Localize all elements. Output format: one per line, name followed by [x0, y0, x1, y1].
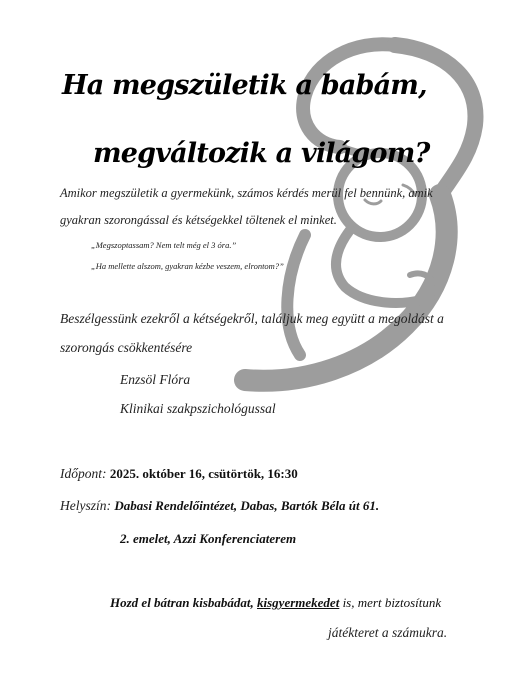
- event-place-line-1: Dabasi Rendelőintézet, Dabas, Bartók Béla út 61.: [114, 498, 380, 513]
- invite-line-2: szorongás csökkentésére: [60, 340, 193, 355]
- footer-line-1: [110, 595, 441, 611]
- footer-part-3: is, mert biztosítunk: [342, 595, 442, 610]
- event-place-line-2: 2. emelet, Azzi Konferenciaterem: [120, 531, 297, 546]
- quote-1: „Megszoptassam? Nem telt még el 3 óra.”: [91, 240, 237, 250]
- presenter-name: Enzsöl Flóra: [120, 372, 191, 387]
- event-time-label: Időpont:: [60, 466, 107, 481]
- intro-line-2: gyakran szorongással és kétségekkel töltenek el minket.: [60, 213, 337, 227]
- footer-line-2: játékteret a számukra.: [328, 625, 448, 640]
- footer-part-1: Hozd el bátran kisbabádat,: [110, 595, 254, 610]
- invite-line-1: Beszélgessünk ezekről a kétségekről, találjuk meg együtt a megoldást a: [60, 311, 444, 326]
- event-time: [60, 466, 298, 482]
- event-place-label: Helyszín:: [60, 498, 111, 513]
- title-line-2: megváltozik a világom?: [93, 138, 430, 169]
- intro-line-1: Amikor megszületik a gyermekünk, számos kérdés merül fel bennünk, amik: [60, 186, 433, 200]
- event-time-value: 2025. október 16, csütörtök, 16:30: [109, 466, 298, 481]
- event-place: [60, 498, 379, 514]
- title-line-1: Ha megszületik a babám,: [62, 70, 427, 101]
- quote-2: „Ha mellette alszom, gyakran kézbe veszem, elrontom?”: [91, 261, 284, 271]
- footer-part-2: kisgyermekedet: [257, 595, 340, 610]
- presenter-role: Klinikai szakpszichológussal: [120, 401, 276, 416]
